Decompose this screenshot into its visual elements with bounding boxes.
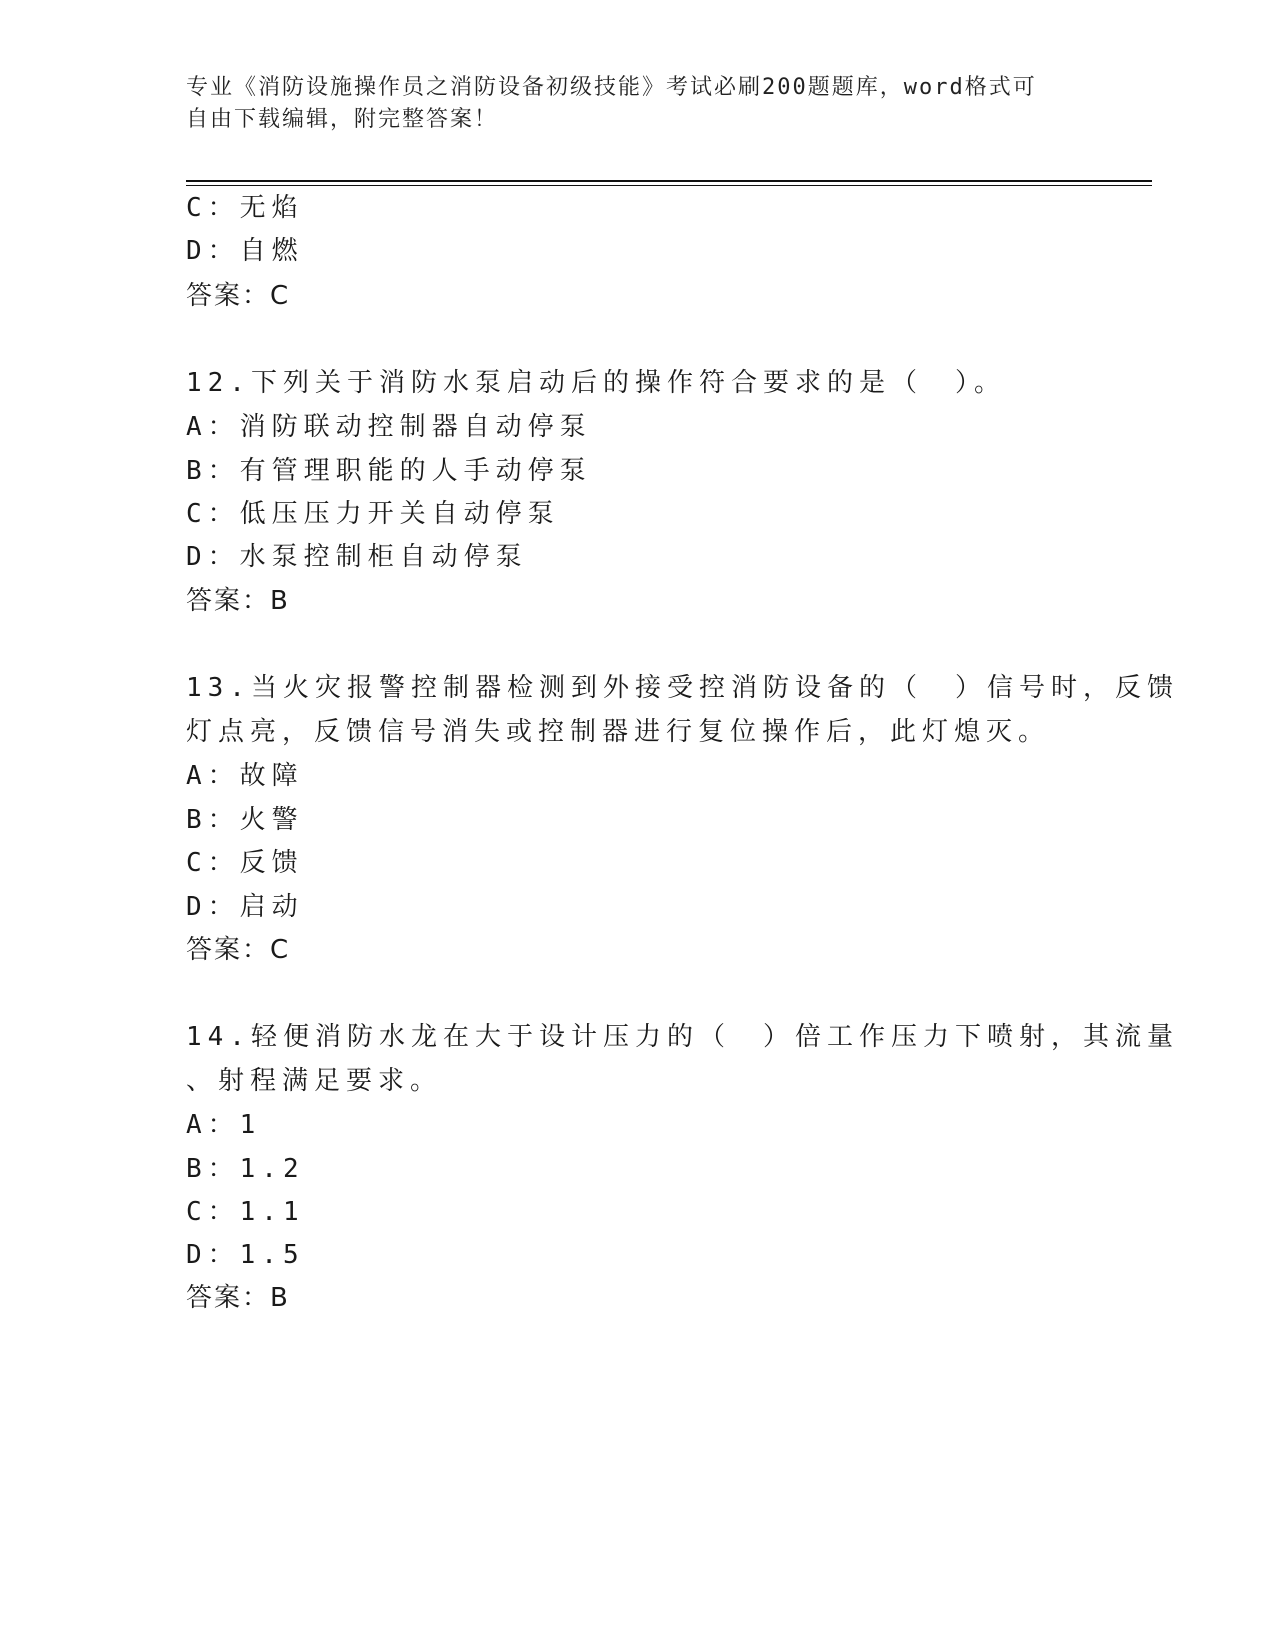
question-13-stem-line-1: 13.当火灾报警控制器检测到外接受控消防设备的（ ）信号时，反馈	[186, 673, 1179, 703]
question-14-answer: 答案：B	[186, 1283, 290, 1313]
question-13-stem-line-2: 灯点亮，反馈信号消失或控制器进行复位操作后，此灯熄灭。	[186, 717, 1051, 747]
question-13-option-b: B：火警	[186, 805, 304, 835]
header-title-line-2: 自由下载编辑，附完整答案！	[186, 107, 499, 132]
question-14-option-a: A：1	[186, 1110, 262, 1140]
header-title-line-1: 专业《消防设施操作员之消防设备初级技能》考试必刷200题题库，word格式可	[186, 75, 1037, 100]
header-divider-thin	[186, 185, 1152, 186]
question-12-option-a: A：消防联动控制器自动停泵	[186, 412, 592, 442]
question-12-option-c: C：低压压力开关自动停泵	[186, 499, 560, 529]
question-12-option-b: B：有管理职能的人手动停泵	[186, 456, 592, 486]
option-c: C：无焰	[186, 193, 304, 223]
question-12-answer: 答案：B	[186, 586, 290, 616]
question-14-option-c: C：1.1	[186, 1197, 305, 1227]
answer: 答案：C	[186, 281, 291, 311]
question-14-stem-line-2: 、射程满足要求。	[186, 1066, 443, 1096]
question-14-option-b: B：1.2	[186, 1154, 305, 1184]
question-13-answer: 答案：C	[186, 935, 291, 965]
header-divider-thick	[186, 180, 1152, 182]
question-14-stem-line-1: 14.轻便消防水龙在大于设计压力的（ ）倍工作压力下喷射，其流量	[186, 1022, 1179, 1052]
option-d: D：自燃	[186, 236, 304, 266]
question-13-option-c: C：反馈	[186, 848, 304, 878]
question-14-option-d: D：1.5	[186, 1240, 305, 1270]
question-12-option-d: D：水泵控制柜自动停泵	[186, 542, 528, 572]
question-13-option-d: D：启动	[186, 892, 304, 922]
question-13-option-a: A：故障	[186, 761, 304, 791]
question-12-stem: 12.下列关于消防水泵启动后的操作符合要求的是（ ）。	[186, 368, 1006, 398]
document-header	[186, 72, 1086, 136]
